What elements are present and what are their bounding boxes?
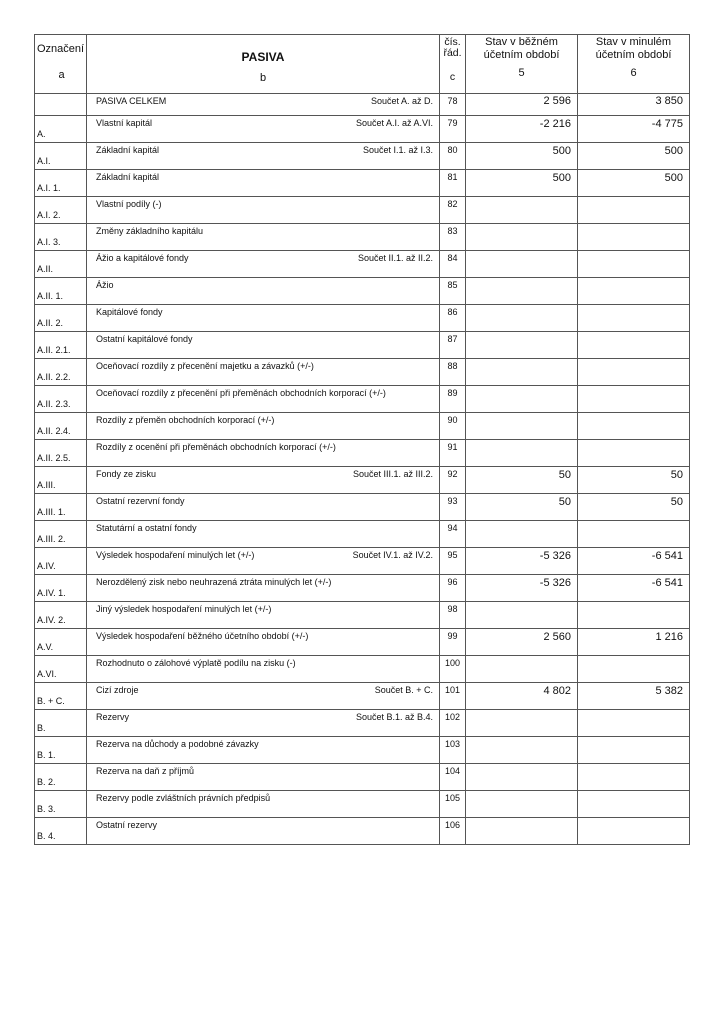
row-item-cell	[87, 521, 440, 548]
row-designation: A.	[35, 116, 87, 143]
row-item-name: Oceňovací rozdíly z přecenění při přeměnách obchodních korporací (+/-)	[96, 388, 386, 398]
row-previous-value	[578, 737, 690, 764]
row-item-cell	[87, 143, 440, 170]
row-line-number: 91	[440, 440, 466, 467]
header-current-period	[466, 35, 578, 94]
table-row	[35, 521, 690, 548]
row-item-cell	[87, 440, 440, 467]
table-row	[35, 656, 690, 683]
row-item-cell	[87, 332, 440, 359]
table-row	[35, 94, 690, 116]
header-previous-period-line2: účetním období	[595, 49, 672, 61]
row-designation: B. 3.	[35, 791, 87, 818]
row-previous-value	[578, 197, 690, 224]
row-current-value	[466, 197, 578, 224]
row-line-number: 87	[440, 332, 466, 359]
row-previous-value	[578, 278, 690, 305]
row-item-name: Cizí zdroje	[96, 685, 139, 695]
row-item-cell	[87, 575, 440, 602]
row-item-name: Změny základního kapitálu	[96, 226, 204, 236]
row-item-cell	[87, 278, 440, 305]
row-line-number: 98	[440, 602, 466, 629]
row-current-value	[466, 305, 578, 332]
row-current-value	[466, 278, 578, 305]
row-previous-value: -4 775	[578, 116, 690, 143]
row-item-name: Oceňovací rozdíly z přecenění majetku a závazků (+/-)	[96, 361, 314, 371]
header-designation-letter: a	[58, 69, 65, 81]
row-line-number: 84	[440, 251, 466, 278]
row-previous-value	[578, 413, 690, 440]
table-row	[35, 548, 690, 575]
row-current-value: 4 802	[466, 683, 578, 710]
row-previous-value: 500	[578, 143, 690, 170]
row-item-cell	[87, 170, 440, 197]
row-item-name: Výsledek hospodaření běžného účetního období (+/-)	[96, 631, 309, 641]
row-designation: A.II. 1.	[35, 278, 87, 305]
table-row	[35, 413, 690, 440]
row-designation	[35, 94, 87, 116]
row-previous-value: 50	[578, 467, 690, 494]
table-row	[35, 305, 690, 332]
row-designation: A.I. 2.	[35, 197, 87, 224]
row-item-cell	[87, 710, 440, 737]
row-line-number: 95	[440, 548, 466, 575]
row-item-name: Základní kapitál	[96, 172, 160, 182]
row-designation: A.VI.	[35, 656, 87, 683]
table-body	[35, 35, 690, 845]
row-current-value	[466, 359, 578, 386]
table-row	[35, 143, 690, 170]
header-row-number-letter: c	[449, 71, 456, 83]
table-row	[35, 386, 690, 413]
row-previous-value: -6 541	[578, 575, 690, 602]
header-liabilities-letter: b	[259, 72, 267, 84]
table-row	[35, 278, 690, 305]
row-line-number: 101	[440, 683, 466, 710]
row-current-value	[466, 710, 578, 737]
row-previous-value	[578, 818, 690, 845]
row-item-cell	[87, 791, 440, 818]
table-row	[35, 791, 690, 818]
row-item-cell	[87, 818, 440, 845]
header-designation-label: Označení	[37, 43, 85, 55]
table-row	[35, 764, 690, 791]
table-row	[35, 116, 690, 143]
row-current-value: 50	[466, 494, 578, 521]
row-previous-value	[578, 251, 690, 278]
row-designation: B. + C.	[35, 683, 87, 710]
row-previous-value	[578, 656, 690, 683]
row-item-name: PASIVA CELKEM	[96, 96, 167, 106]
row-item-cell	[87, 197, 440, 224]
table-row	[35, 197, 690, 224]
row-item-name: Vlastní kapitál	[96, 118, 153, 128]
row-item-name: Ostatní rezervní fondy	[96, 496, 185, 506]
row-current-value: 500	[466, 143, 578, 170]
row-line-number: 104	[440, 764, 466, 791]
row-designation: A.III. 2.	[35, 521, 87, 548]
row-line-number: 99	[440, 629, 466, 656]
row-item-name: Rozhodnuto o zálohové výplatě podílu na zisku (-)	[96, 658, 296, 668]
row-designation: B. 2.	[35, 764, 87, 791]
row-item-name: Ostatní kapitálové fondy	[96, 334, 193, 344]
row-current-value	[466, 224, 578, 251]
header-row-number-line1: čís.	[444, 36, 461, 48]
table-row	[35, 251, 690, 278]
row-designation: A.IV. 1.	[35, 575, 87, 602]
row-sum-formula: Součet B. + C.	[374, 685, 433, 695]
row-current-value	[466, 386, 578, 413]
row-designation: A.II. 2.1.	[35, 332, 87, 359]
row-sum-formula: Součet A.I. až A.VI.	[355, 118, 433, 128]
table-row	[35, 710, 690, 737]
row-previous-value	[578, 791, 690, 818]
row-designation: B. 1.	[35, 737, 87, 764]
row-current-value: 50	[466, 467, 578, 494]
balance-sheet-liabilities-table	[34, 34, 690, 845]
row-item-cell	[87, 251, 440, 278]
table-row	[35, 440, 690, 467]
header-previous-period-letter: 6	[630, 67, 637, 79]
header-liabilities-label: PASIVA	[241, 50, 285, 64]
row-item-name: Rezerva na důchody a podobné závazky	[96, 739, 259, 749]
row-item-name: Ážio a kapitálové fondy	[96, 253, 189, 263]
row-previous-value: 500	[578, 170, 690, 197]
row-current-value: 500	[466, 170, 578, 197]
table-row	[35, 332, 690, 359]
row-line-number: 85	[440, 278, 466, 305]
row-current-value: -5 326	[466, 548, 578, 575]
header-designation	[35, 35, 87, 94]
row-line-number: 82	[440, 197, 466, 224]
row-line-number: 90	[440, 413, 466, 440]
row-previous-value	[578, 332, 690, 359]
row-item-name: Statutární a ostatní fondy	[96, 523, 197, 533]
row-line-number: 103	[440, 737, 466, 764]
table-header-row	[35, 35, 690, 94]
row-designation: A.II. 2.	[35, 305, 87, 332]
row-designation: A.I.	[35, 143, 87, 170]
row-item-cell	[87, 224, 440, 251]
row-current-value	[466, 791, 578, 818]
row-item-cell	[87, 386, 440, 413]
row-previous-value	[578, 386, 690, 413]
header-current-period-letter: 5	[518, 67, 525, 79]
row-line-number: 86	[440, 305, 466, 332]
row-current-value	[466, 521, 578, 548]
row-previous-value	[578, 602, 690, 629]
row-item-cell	[87, 764, 440, 791]
row-current-value	[466, 764, 578, 791]
table-row	[35, 629, 690, 656]
row-designation: A.II. 2.2.	[35, 359, 87, 386]
row-previous-value: 1 216	[578, 629, 690, 656]
row-item-cell	[87, 116, 440, 143]
table-row	[35, 359, 690, 386]
row-item-name: Rezerva na daň z příjmů	[96, 766, 195, 776]
table-row	[35, 602, 690, 629]
row-item-name: Nerozdělený zisk nebo neuhrazená ztráta minulých let (+/-)	[96, 577, 332, 587]
row-item-name: Základní kapitál	[96, 145, 160, 155]
row-sum-formula: Součet III.1. až III.2.	[352, 469, 433, 479]
row-designation: A.II. 2.4.	[35, 413, 87, 440]
table-row	[35, 170, 690, 197]
row-designation: A.III. 1.	[35, 494, 87, 521]
row-item-name: Rozdíly z přeměn obchodních korporací (+/-)	[96, 415, 275, 425]
row-sum-formula: Součet I.1. až I.3.	[362, 145, 433, 155]
row-previous-value	[578, 305, 690, 332]
row-current-value	[466, 251, 578, 278]
row-item-cell	[87, 467, 440, 494]
row-line-number: 100	[440, 656, 466, 683]
row-line-number: 105	[440, 791, 466, 818]
row-previous-value	[578, 440, 690, 467]
row-item-name: Fondy ze zisku	[96, 469, 157, 479]
row-line-number: 79	[440, 116, 466, 143]
row-line-number: 93	[440, 494, 466, 521]
row-current-value	[466, 656, 578, 683]
row-item-cell	[87, 305, 440, 332]
row-line-number: 106	[440, 818, 466, 845]
table-row	[35, 737, 690, 764]
row-line-number: 88	[440, 359, 466, 386]
row-previous-value	[578, 710, 690, 737]
row-line-number: 92	[440, 467, 466, 494]
row-item-name: Ostatní rezervy	[96, 820, 158, 830]
header-current-period-line2: účetním období	[483, 49, 560, 61]
table-row	[35, 467, 690, 494]
row-designation: A.II. 2.5.	[35, 440, 87, 467]
table-row	[35, 494, 690, 521]
row-previous-value: 3 850	[578, 94, 690, 116]
row-item-cell	[87, 359, 440, 386]
row-previous-value	[578, 359, 690, 386]
table-row	[35, 575, 690, 602]
row-current-value	[466, 602, 578, 629]
row-item-cell	[87, 494, 440, 521]
row-designation: A.II.	[35, 251, 87, 278]
row-item-cell	[87, 737, 440, 764]
row-item-name: Ážio	[96, 280, 114, 290]
row-current-value: -5 326	[466, 575, 578, 602]
row-current-value	[466, 413, 578, 440]
row-current-value	[466, 440, 578, 467]
row-sum-formula: Součet IV.1. až IV.2.	[352, 550, 433, 560]
row-current-value: -2 216	[466, 116, 578, 143]
row-current-value	[466, 332, 578, 359]
row-current-value: 2 596	[466, 94, 578, 116]
row-line-number: 96	[440, 575, 466, 602]
row-designation: A.IV.	[35, 548, 87, 575]
row-sum-formula: Součet II.1. až II.2.	[357, 253, 433, 263]
row-item-cell	[87, 602, 440, 629]
row-designation: A.II. 2.3.	[35, 386, 87, 413]
header-previous-period	[578, 35, 690, 94]
row-designation: A.V.	[35, 629, 87, 656]
row-line-number: 94	[440, 521, 466, 548]
row-current-value: 2 560	[466, 629, 578, 656]
row-item-name: Rezervy	[96, 712, 130, 722]
row-item-name: Rezervy podle zvláštních právních předpisů	[96, 793, 271, 803]
table-row	[35, 224, 690, 251]
row-item-cell	[87, 413, 440, 440]
row-item-cell	[87, 629, 440, 656]
row-item-cell	[87, 548, 440, 575]
header-liabilities	[87, 35, 440, 94]
row-current-value	[466, 737, 578, 764]
table-row	[35, 818, 690, 845]
row-designation: A.I. 1.	[35, 170, 87, 197]
row-item-name: Kapitálové fondy	[96, 307, 163, 317]
row-designation: B.	[35, 710, 87, 737]
row-line-number: 102	[440, 710, 466, 737]
row-item-name: Rozdíly z ocenění při přeměnách obchodních korporací (+/-)	[96, 442, 336, 452]
row-sum-formula: Součet B.1. až B.4.	[355, 712, 433, 722]
row-designation: B. 4.	[35, 818, 87, 845]
row-line-number: 80	[440, 143, 466, 170]
row-previous-value	[578, 764, 690, 791]
row-item-cell	[87, 94, 440, 116]
header-previous-period-line1: Stav v minulém	[595, 36, 672, 48]
row-previous-value: 5 382	[578, 683, 690, 710]
row-current-value	[466, 818, 578, 845]
row-line-number: 89	[440, 386, 466, 413]
row-previous-value: 50	[578, 494, 690, 521]
row-item-name: Jiný výsledek hospodaření minulých let (+/-)	[96, 604, 272, 614]
row-line-number: 78	[440, 94, 466, 116]
row-line-number: 83	[440, 224, 466, 251]
table-row	[35, 683, 690, 710]
row-line-number: 81	[440, 170, 466, 197]
row-designation: A.III.	[35, 467, 87, 494]
row-previous-value: -6 541	[578, 548, 690, 575]
row-item-cell	[87, 656, 440, 683]
header-row-number	[440, 35, 466, 94]
row-designation: A.I. 3.	[35, 224, 87, 251]
row-sum-formula: Součet A. až D.	[370, 96, 433, 106]
row-item-cell	[87, 683, 440, 710]
row-item-name: Výsledek hospodaření minulých let (+/-)	[96, 550, 255, 560]
header-current-period-line1: Stav v běžném	[485, 36, 558, 48]
row-item-name: Vlastní podíly (-)	[96, 199, 162, 209]
row-designation: A.IV. 2.	[35, 602, 87, 629]
row-previous-value	[578, 224, 690, 251]
row-previous-value	[578, 521, 690, 548]
header-row-number-line2: řád.	[443, 47, 462, 59]
